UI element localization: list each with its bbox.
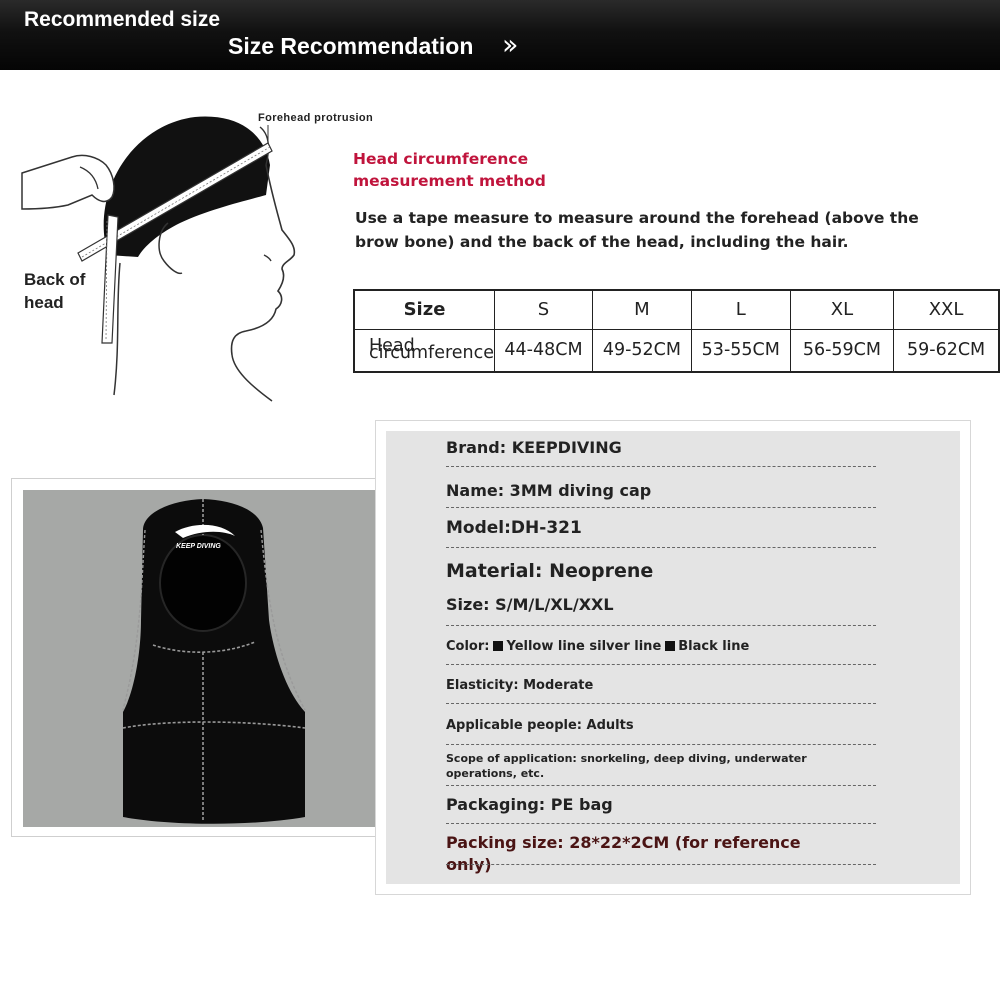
back-of-head-label: Back of head: [24, 270, 86, 312]
spec-color: [446, 639, 749, 654]
range-cell-s: 44-48CM: [495, 329, 593, 372]
measurement-method-description: Use a tape measure to measure around the forehead (above the brow bone) and the back of the head, including the hair.: [355, 209, 919, 251]
circumference-row: [354, 329, 999, 372]
black-square-icon: [665, 641, 675, 651]
head-circumference-label: Head circumference: [354, 329, 495, 372]
divider: [446, 547, 876, 548]
cap-shape: [104, 117, 270, 257]
divider: [446, 703, 876, 704]
divider: [446, 864, 876, 865]
range-cell-l: 53-55CM: [691, 329, 790, 372]
spec-packing-size: [446, 832, 801, 876]
spec-size: Size: S/M/L/XL/XXL: [446, 595, 614, 614]
size-cell-xxl: XXL: [894, 290, 999, 329]
scope-line-2: operations, etc.: [446, 767, 545, 780]
size-header-label: Size: [354, 290, 495, 329]
spec-people: Applicable people: Adults: [446, 718, 634, 733]
packing-line-1: Packing size: 28*22*2CM (for reference: [446, 833, 801, 852]
scope-line-1: Scope of application: snorkeling, deep diving, underwater: [446, 752, 807, 765]
measurement-method-title: Head circumference measurement method: [353, 150, 546, 190]
spec-model: Model:DH-321: [446, 518, 582, 538]
size-cell-s: S: [495, 290, 593, 329]
spec-scope: [446, 751, 807, 781]
size-cell-l: L: [691, 290, 790, 329]
header-bar: [0, 0, 1000, 70]
product-photo-frame: [11, 478, 420, 837]
divider: [446, 664, 876, 665]
size-table: [353, 289, 1000, 373]
divider: [446, 823, 876, 824]
spec-packaging: Packaging: PE bag: [446, 795, 613, 814]
size-header-row: [354, 290, 999, 329]
hand-shape: [22, 155, 114, 209]
range-cell-xxl: 59-62CM: [894, 329, 999, 372]
diving-hood-image: [23, 490, 409, 827]
color-label: Color:: [446, 639, 490, 654]
black-square-icon: [493, 641, 503, 651]
double-chevron-right-icon: ››: [502, 28, 513, 61]
color-option-1: Yellow line silver line: [506, 639, 662, 654]
spec-elasticity: Elasticity: Moderate: [446, 678, 594, 693]
keepdiving-logo-text: KEEP DIVING: [176, 543, 221, 550]
size-recommendation-title: Size Recommendation: [228, 33, 474, 59]
spec-material: Material: Neoprene: [446, 560, 654, 582]
range-cell-xl: 56-59CM: [790, 329, 893, 372]
divider: [446, 744, 876, 745]
divider: [446, 466, 876, 467]
divider: [446, 507, 876, 508]
product-photo: [23, 490, 409, 827]
recommended-size-label: Recommended size: [24, 8, 221, 31]
divider: [446, 785, 876, 786]
packing-line-2: only): [446, 855, 492, 874]
size-cell-m: M: [592, 290, 691, 329]
spec-name: Name: 3MM diving cap: [446, 481, 652, 500]
forehead-protrusion-label: Forehead protrusion: [258, 112, 374, 124]
color-option-2: Black line: [678, 639, 750, 654]
spec-brand: Brand: KEEPDIVING: [446, 438, 622, 457]
ear-shape: [159, 223, 182, 273]
size-cell-xl: XL: [790, 290, 893, 329]
divider: [446, 625, 876, 626]
head-measurement-illustration: [20, 105, 360, 405]
range-cell-m: 49-52CM: [592, 329, 691, 372]
